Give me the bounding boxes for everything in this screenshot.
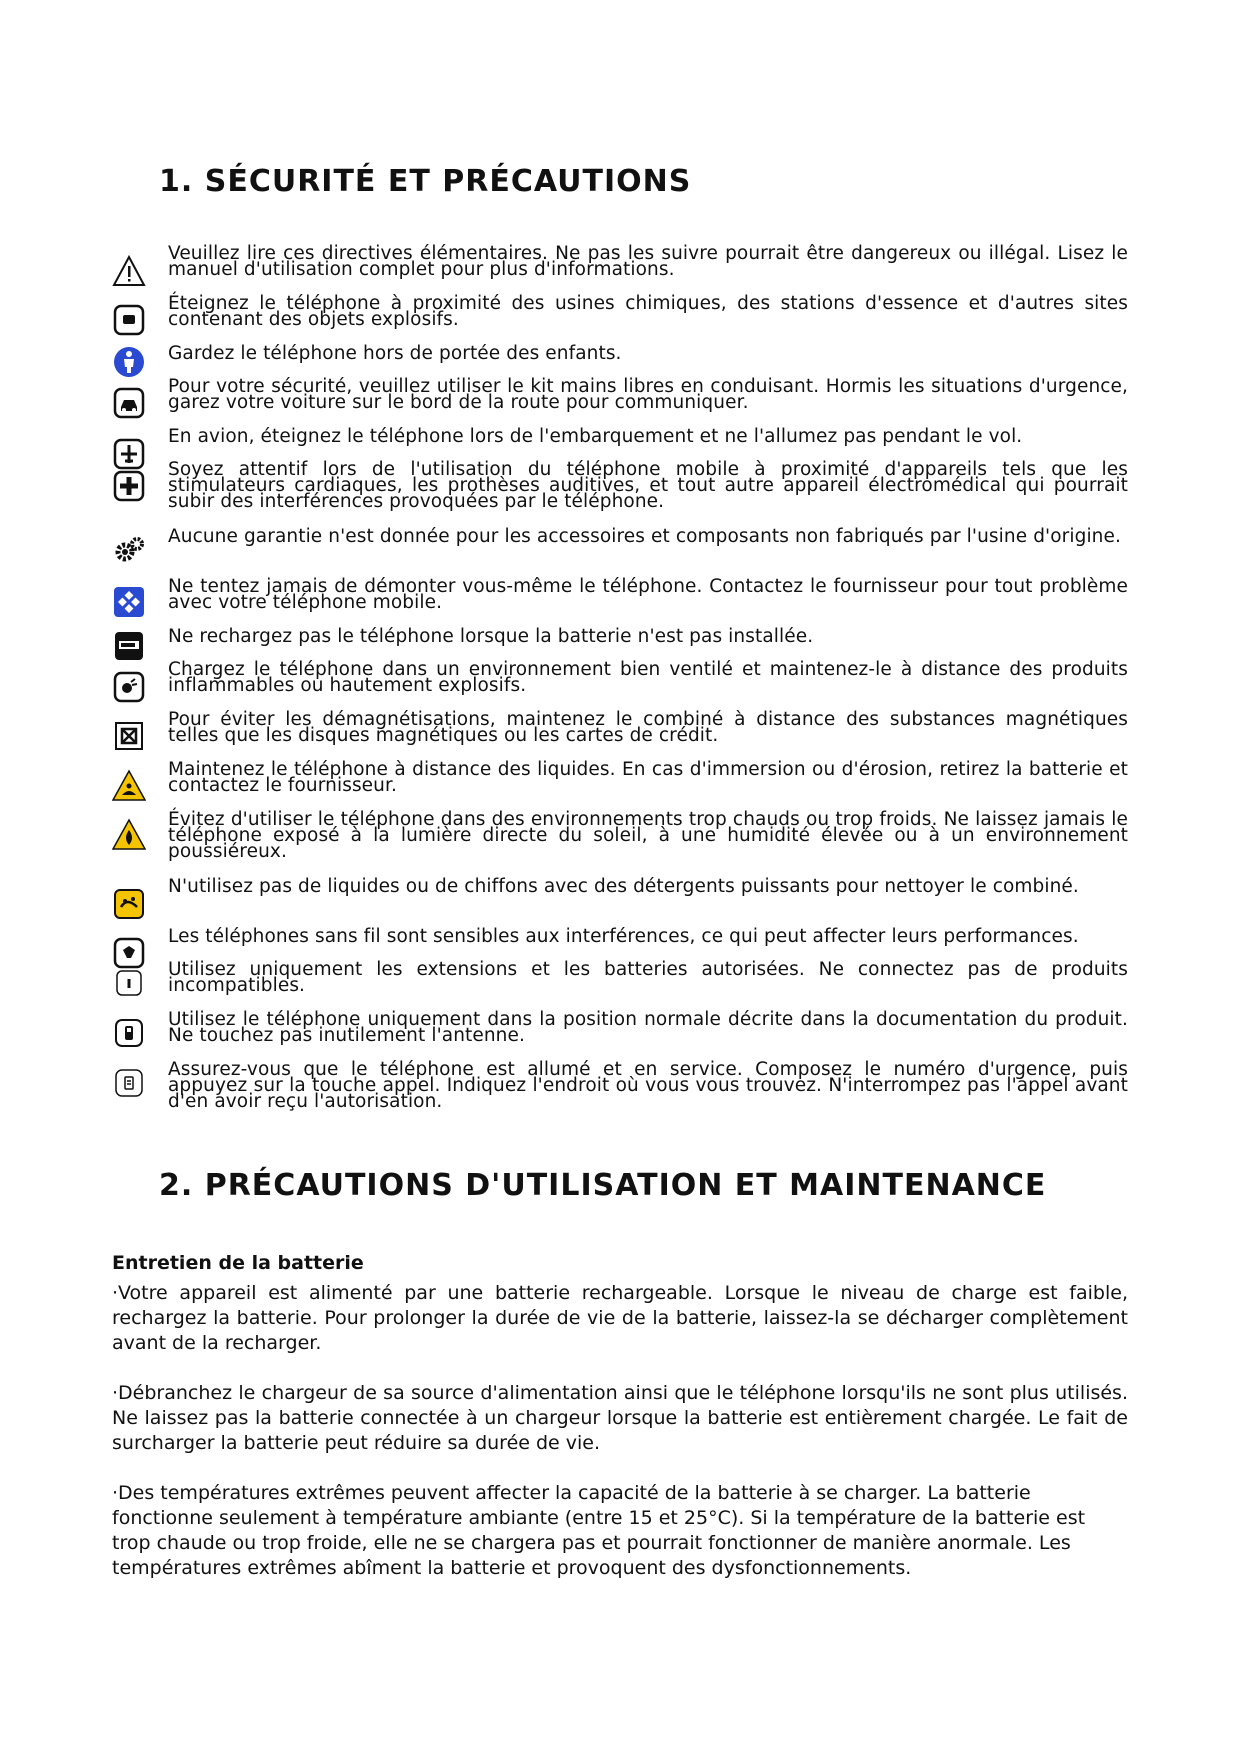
temperature-warning-icon <box>112 818 146 852</box>
rule-text: Éteignez le téléphone à proximité des usines chimiques, des stations d'essence et d'autres sites contenant des objets explosifs. <box>168 293 1128 330</box>
child-icon <box>112 345 146 379</box>
rule-text: Utilisez uniquement les extensions et les batteries autorisées. Ne connectez pas de produits incompatibles. <box>168 959 1128 996</box>
interference-icon <box>112 936 146 970</box>
rule-text: Maintenez le téléphone à distance des liquides. En cas d'immersion ou d'érosion, retirez la batterie et contactez le fournisseur. <box>168 759 1128 796</box>
no-fuel-station-icon <box>112 303 146 337</box>
rule-text: Ne rechargez pas le téléphone lorsque la batterie n'est pas installée. <box>168 626 814 647</box>
magnet-icon <box>112 719 146 753</box>
paragraph: ·Des températures extrêmes peuvent affecter la capacité de la batterie à se charger. La batterie fonctionne seulement à température ambiante (entre 15 et 25°C). Si la température de la batterie est trop chaude ou trop froide, elle ne se chargera pas et pourrait fonctionner de manière anormale. Les températures extrêmes abîment la batterie et provoquent des dysfonctionnements. <box>112 1482 1086 1579</box>
warning-triangle-icon <box>112 254 146 288</box>
rule-text: Pour éviter les démagnétisations, maintenez le combiné à distance des substances magnétiques telles que les disques magnétiques ou les cartes de crédit. <box>168 709 1128 746</box>
rule-text: Utilisez le téléphone uniquement dans la position normale décrite dans la documentation du produit. Ne touchez pas inutilement l'antenne. <box>168 1009 1128 1046</box>
antenna-icon <box>112 1016 146 1050</box>
rule-text: Pour votre sécurité, veuillez utiliser le kit mains libres en conduisant. Hormis les situations d'urgence, garez votre voiture sur le bord de la route pour communiquer. <box>168 376 1128 413</box>
rule-text: N'utilisez pas de liquides ou de chiffons avec des détergents puissants pour nettoyer le combiné. <box>168 876 1079 897</box>
accessory-icon <box>112 966 146 1000</box>
paragraph: ·Votre appareil est alimenté par une batterie rechargeable. Lorsque le niveau de charge est faible, rechargez la batterie. Pour prolonger la durée de vie de la batterie, laissez-la se décharger complètement avant de la recharger. <box>112 1282 1128 1354</box>
no-disassembly-icon <box>112 585 146 619</box>
rule-text: Gardez le téléphone hors de portée des enfants. <box>168 343 622 364</box>
gears-icon <box>112 534 146 568</box>
rule-text: Ne tentez jamais de démonter vous-même le téléphone. Contactez le fournisseur pour tout problème avec votre téléphone mobile. <box>168 576 1128 613</box>
section-2-heading: 2. PRÉCAUTIONS D'UTILISATION ET MAINTENANCE <box>159 1168 1047 1203</box>
car-icon <box>112 386 146 420</box>
rule-text: Soyez attentif lors de l'utilisation du téléphone mobile à proximité d'appareils tels que les stimulateurs cardiaques, les prothèses auditives, et tout autre appareil électromédical qui pourrait subir des interférences provoquées par le téléphone. <box>168 459 1128 512</box>
subheading-battery-care: Entretien de la batterie <box>112 1252 364 1274</box>
rule-text: Évitez d'utiliser le téléphone dans des environnements trop chauds ou trop froids. Ne laissez jamais le téléphone exposé à la lumière directe du soleil, à une humidité élevée ou à un environnement poussiéreux. <box>168 809 1128 862</box>
paragraph: ·Débranchez le chargeur de sa source d'alimentation ainsi que le téléphone lorsqu'ils ne sont plus utilisés. Ne laissez pas la batterie connectée à un chargeur lorsque la batterie est entièrement chargée. Le fait de surcharger la batterie peut réduire sa durée de vie. <box>112 1382 1128 1454</box>
cleaning-icon <box>112 887 146 921</box>
rule-text: Aucune garantie n'est donnée pour les accessoires et composants non fabriqués par l'usine d'origine. <box>168 526 1121 547</box>
rule-text: Assurez-vous que le téléphone est allumé et en service. Composez le numéro d'urgence, puis appuyez sur la touche appel. Indiquez l'endroit où vous vous trouvez. N'interrompez pas l'appel avant d'en avoir reçu l'autorisation. <box>168 1059 1128 1112</box>
airplane-icon <box>112 437 146 471</box>
rule-text: Veuillez lire ces directives élémentaires. Ne pas les suivre pourrait être dangereux ou illégal. Lisez le manuel d'utilisation complet pour plus d'informations. <box>168 243 1128 280</box>
liquid-warning-icon <box>112 769 146 803</box>
medical-cross-icon <box>112 469 146 503</box>
rule-text: Chargez le téléphone dans un environnement bien ventilé et maintenez-le à distance des produits inflammables ou hautement explosifs. <box>168 659 1128 696</box>
section-1-heading: 1. SÉCURITÉ ET PRÉCAUTIONS <box>159 164 692 199</box>
ventilation-icon <box>112 670 146 704</box>
rule-text: En avion, éteignez le téléphone lors de l'embarquement et ne l'allumez pas pendant le vol. <box>168 426 1023 447</box>
battery-icon <box>112 629 146 663</box>
emergency-call-icon <box>112 1066 146 1100</box>
rule-text: Les téléphones sans fil sont sensibles aux interférences, ce qui peut affecter leurs performances. <box>168 926 1079 947</box>
